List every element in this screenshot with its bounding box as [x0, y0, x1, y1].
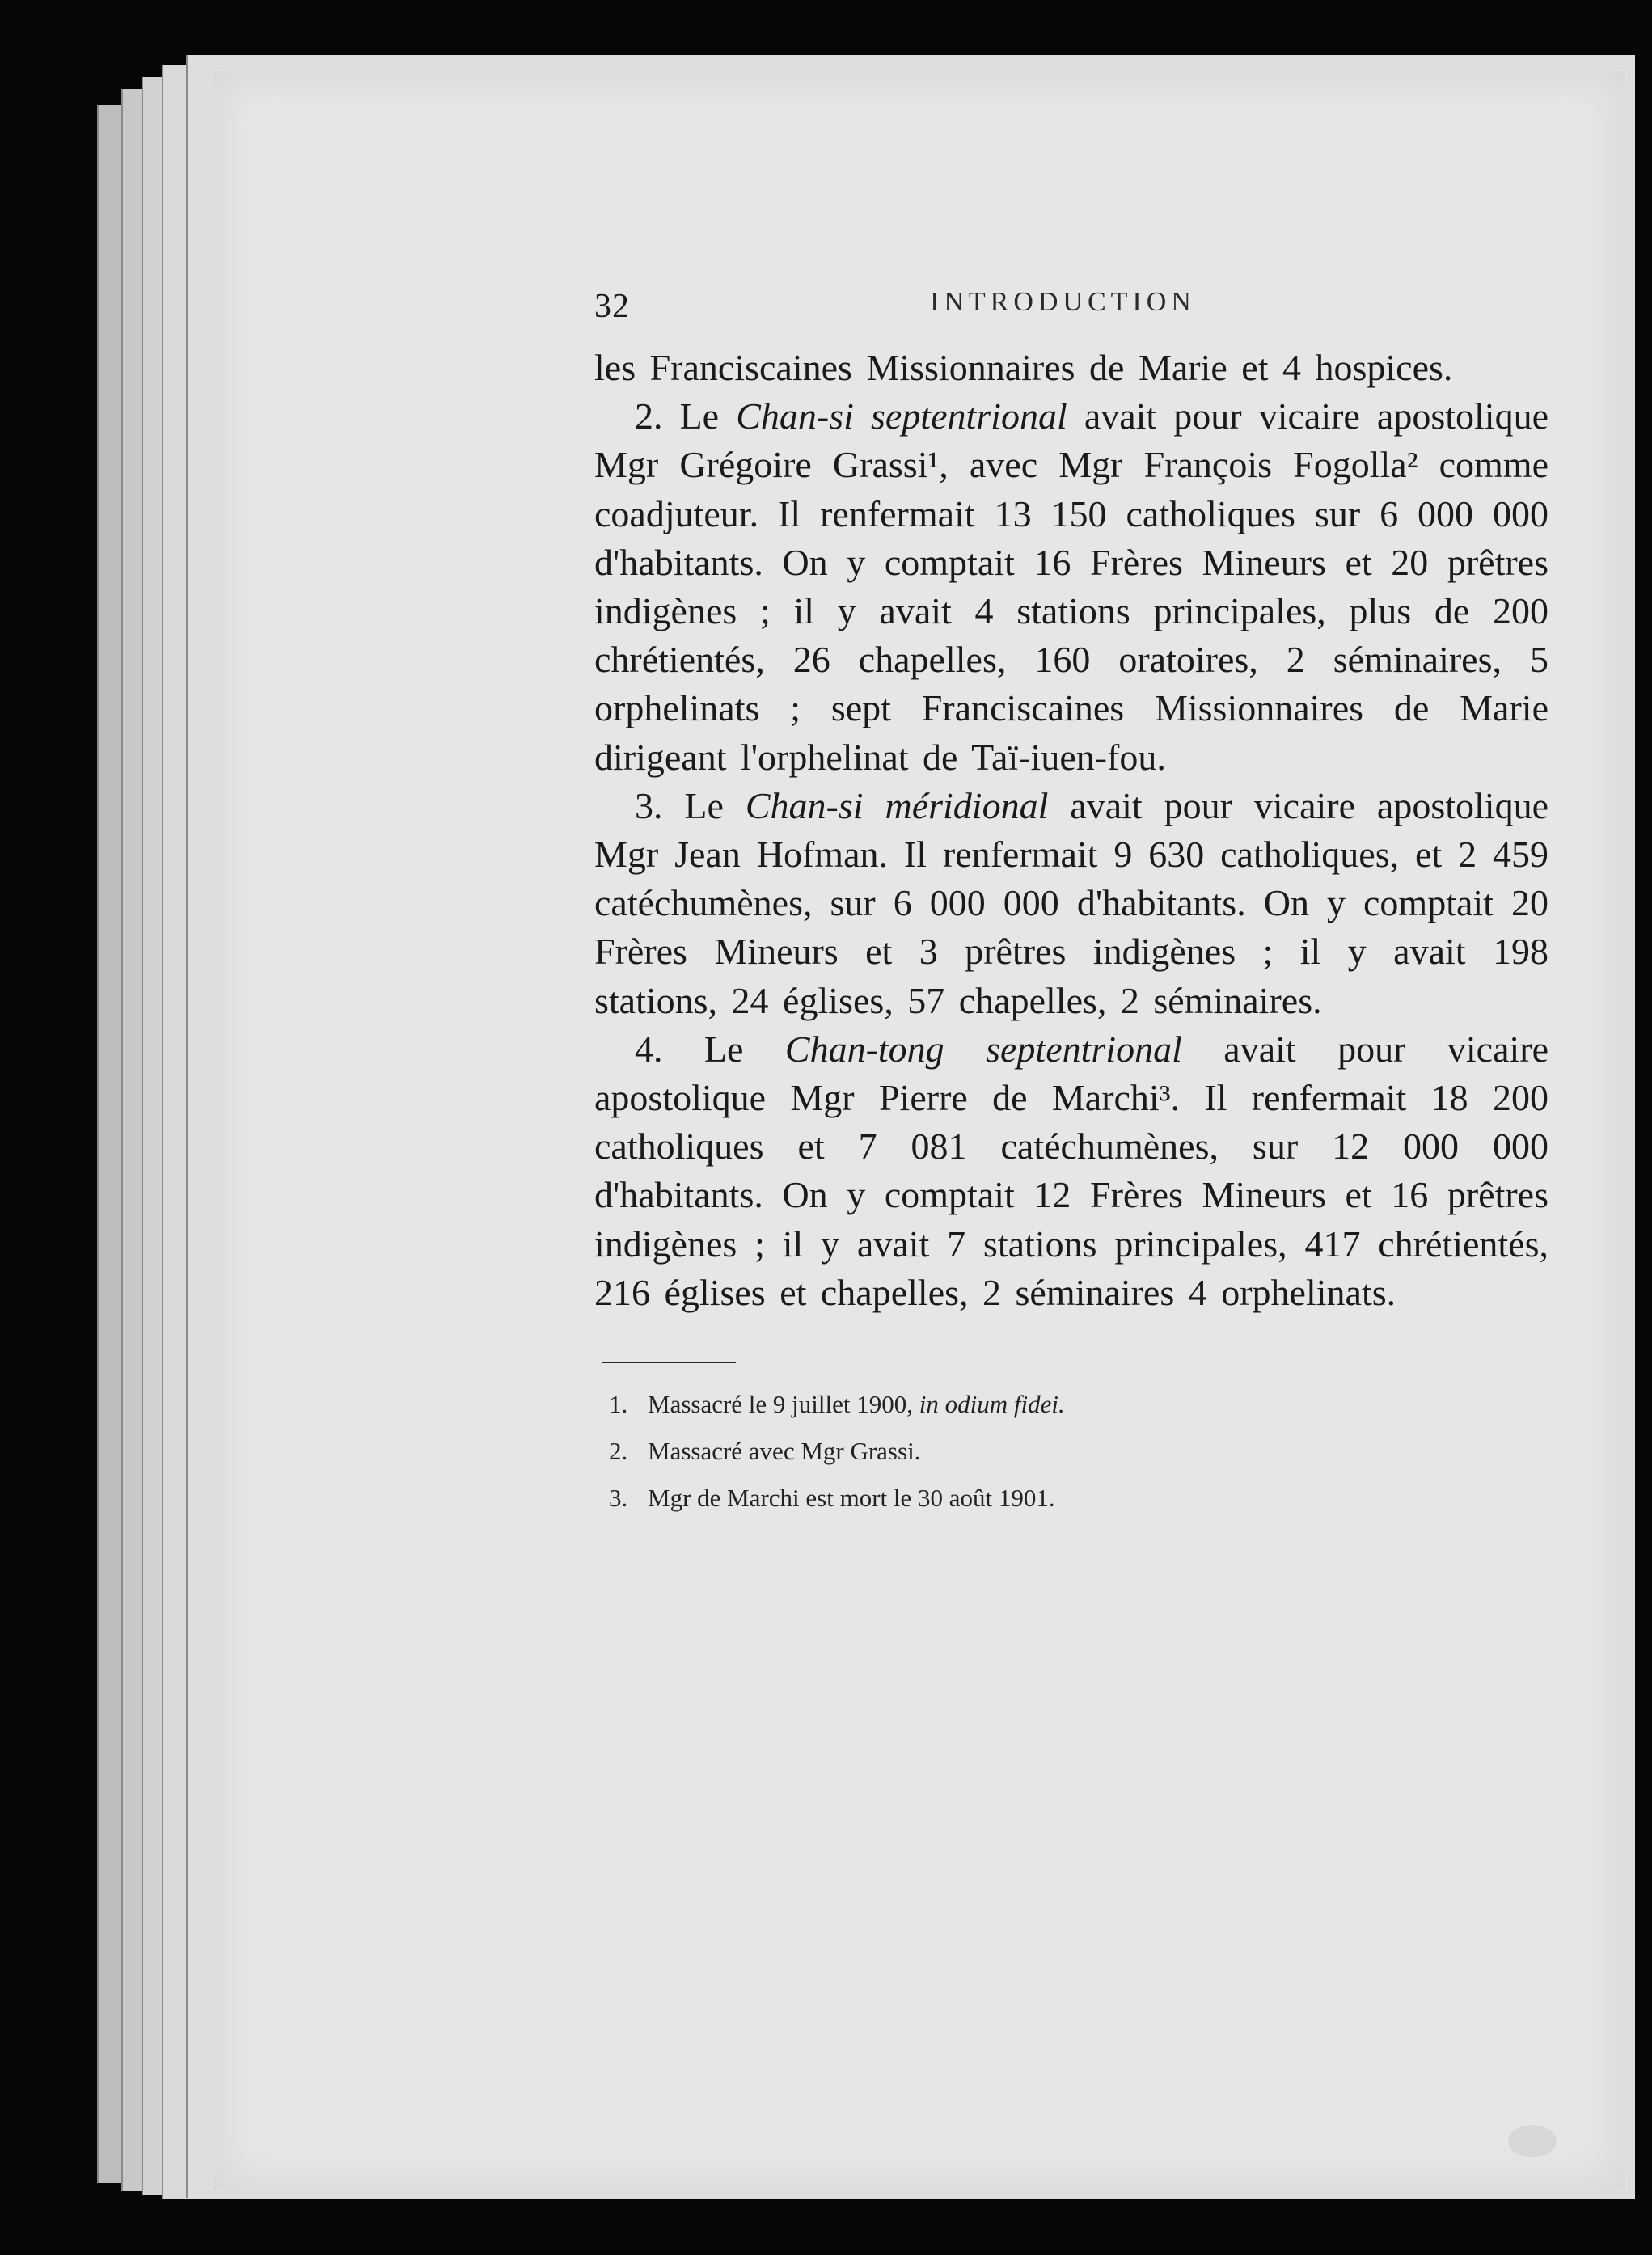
footnotes — [594, 1381, 1548, 1522]
paragraph — [594, 392, 1548, 782]
footnote-number: 3. — [609, 1484, 628, 1513]
running-head: INTRODUCTION — [930, 287, 1196, 317]
body-text — [594, 344, 1548, 1317]
italic-place-name: Chan-tong septentrional — [784, 1028, 1182, 1070]
footnote-text: Mgr de Marchi est mort le 30 août 1901. — [648, 1484, 1055, 1513]
page-header — [594, 287, 1548, 344]
paragraph-text: 3. Le — [635, 784, 746, 826]
paragraph — [594, 782, 1548, 1025]
footnote — [609, 1381, 1548, 1428]
footnote-text: Massacré avec Mgr Grassi. — [648, 1437, 921, 1466]
page-number: 32 — [594, 288, 630, 325]
footnote-number: 1. — [609, 1390, 628, 1419]
footnote — [609, 1428, 1548, 1475]
paragraph-text: avait pour vicaire apostolique Mgr Pierre de Marchi³. Il renfermait 18 200 catholiques et 7 081 catéchumènes, sur 12 000 000 d'habitants. On y comptait 12 Frères Mineurs et 16 prêtres indigènes ; il y avait 7 stations principales, 417 chrétientés, 216 églises et chapelles, 2 séminaires 4 orphelinats. — [594, 1028, 1549, 1313]
footnote-italic-text: in odium fidei. — [919, 1390, 1065, 1419]
footnote-number: 2. — [609, 1437, 628, 1466]
scan-blemish — [1508, 2125, 1557, 2157]
page-content — [594, 287, 1548, 1522]
paragraph-text: 2. Le — [635, 395, 737, 437]
paragraph-text: avait pour vicaire apostolique Mgr Jean Hofman. Il renfermait 9 630 catholiques, et 2 459 catéchumènes, sur 6 000 000 d'habitants. On y comptait 20 Frères Mineurs et 3 prêtres indigènes ; il y avait 198 stations, 24 églises, 57 chapelles, 2 séminaires. — [594, 784, 1549, 1021]
footnote-text: Massacré le 9 juillet 1900, — [648, 1390, 919, 1419]
italic-place-name: Chan-si septentrional — [736, 395, 1067, 437]
footnote-divider — [602, 1362, 736, 1363]
paragraph-text: les Franciscaines Missionnaires de Marie et 4 hospices. — [594, 347, 1453, 388]
paragraph-text: 4. Le — [635, 1028, 785, 1070]
paragraph — [594, 344, 1548, 392]
paragraph-text: avait pour vicaire apostolique Mgr Grégoire Grassi¹, avec Mgr François Fogolla² comme coadjuteur. Il renfermait 13 150 catholiques sur 6 000 000 d'habitants. On y comptait 16 Frères Mineurs et 20 prêtres indigènes ; il y avait 4 stations principales, plus de 200 chrétientés, 26 chapelles, 160 oratoires, 2 séminaires, 5 orphelinats ; sept Franciscaines Missionnaires de Marie dirigeant l'orphelinat de Taï-iuen-fou. — [594, 395, 1549, 778]
italic-place-name: Chan-si méridional — [745, 784, 1049, 826]
footnote — [609, 1475, 1548, 1522]
paragraph — [594, 1025, 1548, 1317]
